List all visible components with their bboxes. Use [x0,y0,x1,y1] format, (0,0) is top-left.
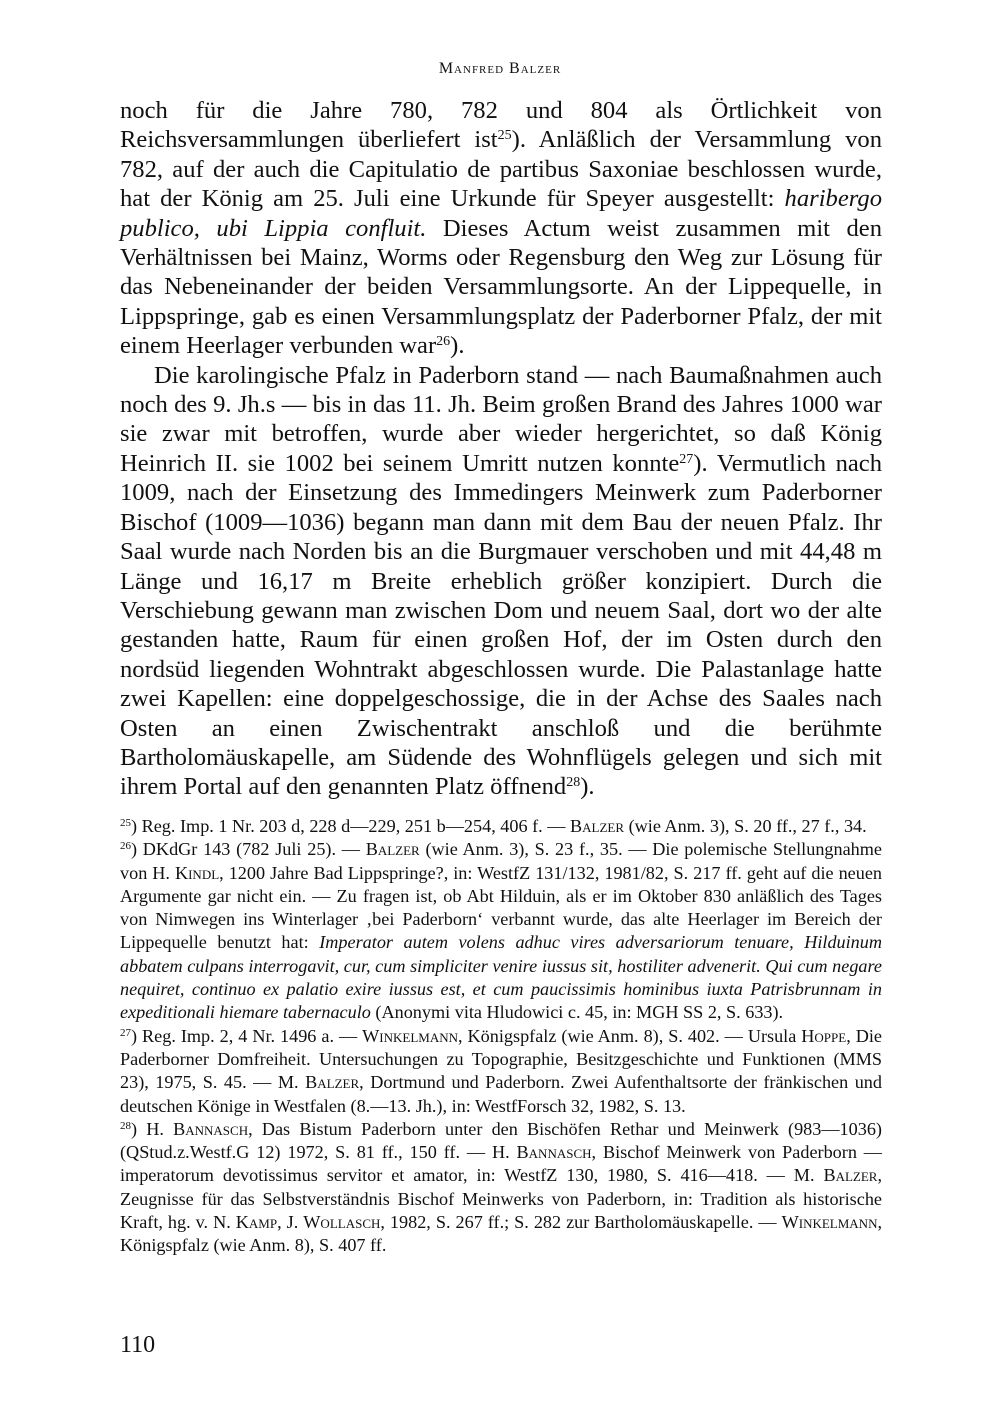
text-segment: Die karolingische Pfalz in Paderborn stand — nach Baumaßnahmen auch noch des 9. Jh.s — bis in das 11. Jh. Beim großen Brand des Jahres 1000 war sie zwar mit betroffen, wurde aber wieder hergerichtet, so daß König Heinrich II. sie 1002 bei seinem Umritt nutzen konnte [120,361,882,477]
author-name: Hoppe [801,1025,847,1046]
footnote-reference: 28 [566,775,581,791]
author-name: Bannasch [173,1118,249,1139]
page-number: 110 [120,1332,156,1358]
author-name: Balzer [365,839,420,860]
text-segment: , Königspfalz (wie Anm. 8), S. 402. — Ursula [458,1025,802,1046]
author-name: Winkelmann [362,1025,459,1046]
text-segment: (wie Anm. 3), S. 23 f., 35. — Die polemische Stellungnahme von H. [120,839,882,883]
author-name: Balzer [305,1072,360,1093]
footnote-number: 26 [120,840,131,853]
text-segment: Dieses Actum weist zusammen mit den Verhältnissen bei Mainz, Worms oder Regensburg den Weg zur Lösung für das Nebeneinander der beiden Versammlungsorte. An der Lippequelle, in Lippspringe, gab es einen Versammlungsplatz der Paderborner Pfalz, der mit einem Heerlager verbunden war [120,214,883,360]
text-segment: (Anonymi vita Hludowici c. 45, in: MGH SS 2, S. 633). [370,1002,784,1023]
text-segment: ). [450,332,465,360]
text-segment: (wie Anm. 3), S. 20 ff., 27 f., 34. [624,816,867,836]
footnote-reference: 26 [436,334,451,350]
text-segment: ). [580,773,595,801]
latin-quotation: haribergo publico, ubi Lippia confluit. [120,185,882,242]
text-segment: noch für die Jahre 780, 782 und 804 als Örtlichkeit von Reichsversammlungen überliefert ist [120,97,882,154]
latin-quotation: Imperator autem volens adhuc vires adversariorum tenuare, Hilduinum abbatem culpans interrogavit, cur, cum simpliciter venire iussus sit, hostiliter advenerit. Qui cum negare nequiret, continuo ex palatio exire iussus est, et cum paucissimis hominibus iuxta Patrisbrunnam in expeditionali hiemare tabernaculo [120,932,883,1023]
text-segment: , Königspfalz (wie Anm. 8), S. 407 ff. [120,1212,883,1256]
text-segment: , J. [277,1212,304,1233]
footnote-number: 25 [120,817,131,829]
footnote-reference: 25 [497,128,512,144]
text-segment: ) H. [131,1118,174,1139]
text-segment: , Dortmund und Paderborn. Zwei Aufenthaltsorte der fränkischen und deutschen Könige in Westfalen (8.—13. Jh.), in: WestfForsch 32, 1982, S. 13. [120,1072,882,1116]
text-segment: , Bischof Meinwerk von Paderborn — imperatorum devotissimus servitor et amator, in: WestfZ 130, 1980, S. 416—418. — M. [120,1142,882,1186]
footnote-reference: 27 [679,451,694,467]
text-segment: , 1200 Jahre Bad Lippspringe?, in: WestfZ 131/132, 1981/82, S. 217 ff. geht auf die neuen Argumente gar nicht ein. — Zu fragen ist, ob Abt Hilduin, als er im Oktober 830 anläßlich des Tages von Nimwegen ins Winterlager ‚bei Paderborn‘ verbannt wurde, das alte Heerlager im Bereich der Lippequelle benutzt hat: [120,862,882,953]
text-segment: , Die Paderborner Domfreiheit. Untersuchungen zu Topographie, Besitzgeschichte und Funktionen (MMS 23), 1975, S. 45. — M. [120,1025,882,1093]
footnote-25 [120,815,882,838]
author-name: Wollasch [303,1212,381,1233]
body-text [120,96,882,802]
text-segment: ). Anläßlich der Versammlung von 782, auf der auch die Capitulatio de partibus Saxoniae beschlossen wurde, hat der König am 25. Juli eine Urkunde für Speyer ausgestellt: [120,126,882,213]
footnote-number: 28 [120,1119,131,1132]
text-segment: , 1982, S. 267 ff.; S. 282 zur Bartholomäuskapelle. — [380,1212,782,1233]
paragraph [120,96,882,361]
text-segment: ) DKdGr 143 (782 Juli 25). — [131,839,366,860]
running-head: Manfred Balzer [438,60,562,77]
paragraph [120,361,882,802]
author-name: Bannasch [516,1142,592,1163]
footnote-26 [120,838,882,1024]
text-segment: , Das Bistum Paderborn unter den Bischöfen Rethar und Meinwerk (983—1036) (QStud.z.Westf.G 12) 1972, S. 81 ff., 150 ff. — H. [120,1118,882,1163]
text-segment: ). Vermutlich nach 1009, nach der Einsetzung des Immedingers Meinwerk zum Paderborner Bischof (1009—1036) begann man dann mit dem Bau der neuen Pfalz. Ihr Saal wurde nach Norden bis an die Burgmauer verschoben und mit 44,48 m Länge und 16,17 m Breite erheblich größer konzipiert. Durch die Verschiebung gewann man zwischen Dom und neuem Saal, dort wo der alte gestanden hatte, Raum für einen großen Hof, der im Osten durch den nordsüd liegenden Wohntrakt abgeschlossen wurde. Die Palastanlage hatte zwei Kapellen: eine doppelgeschossige, die in der Achse des Saales nach Osten an einen Zwischentrakt anschloß und die berühmte Bartholomäuskapelle, am Südende des Wohnflügels gelegen und sich mit ihrem Portal auf den genannten Platz öffnend [120,449,883,801]
footnote-27 [120,1025,882,1118]
text-segment: ) Reg. Imp. 1 Nr. 203 d, 228 d—229, 251 b—254, 406 f. — [131,816,571,836]
text-segment: ) Reg. Imp. 2, 4 Nr. 1496 a. — [131,1025,363,1046]
footnotes [120,815,882,1258]
author-name: Balzer [823,1165,878,1186]
footnote-number: 27 [120,1026,131,1039]
author-name: Winkelmann [781,1212,878,1233]
author-name: Balzer [570,816,625,836]
footnote-28 [120,1118,882,1258]
author-name: Kindl [174,862,220,883]
text-segment: , Zeugnisse für das Selbstverständnis Bischof Meinwerks von Paderborn, in: Tradition als historische Kraft, hg. v. N. [120,1165,882,1233]
author-name: Kamp [235,1212,278,1233]
